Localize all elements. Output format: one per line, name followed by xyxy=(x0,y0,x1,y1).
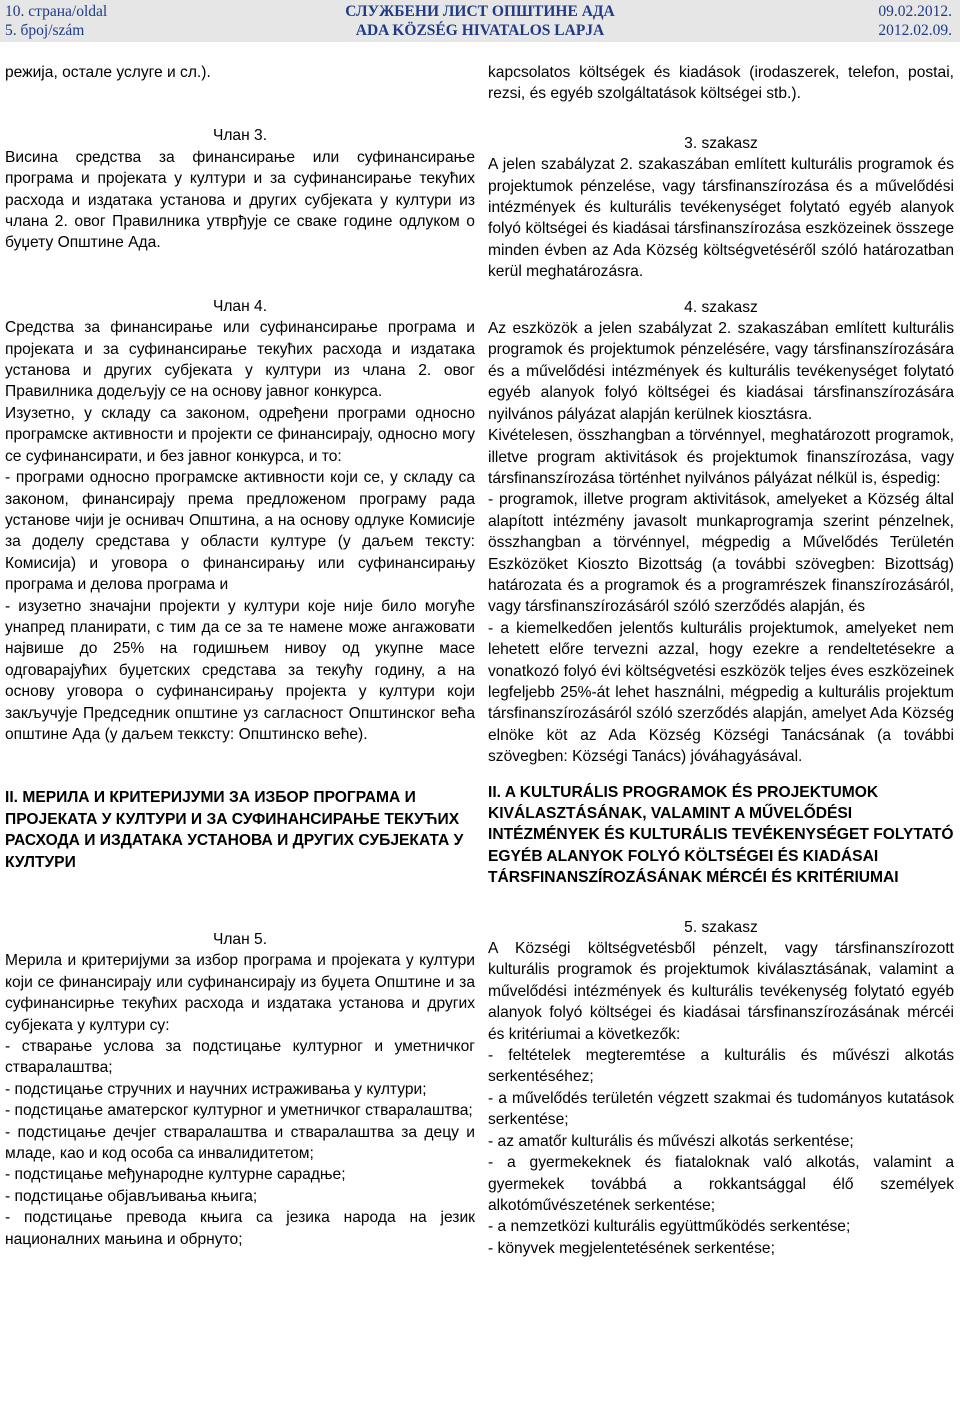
publication-title-serbian: СЛУЖБЕНИ ЛИСТ ОПШТИНЕ АДА xyxy=(345,3,615,20)
criteria-item: - az amatőr kulturális és művészi alkotás serkentése; xyxy=(488,1132,854,1150)
section-3-text: A jelen szabályzat 2. szakaszában említett kulturális programok és projektumok pénzelése, vagy társfinanszírozása és a művelődési intézmények és kulturális tevékenységet folytató egyéb alanyok folyó költségei és kiadásai társfinanszírozása eszközeinek összege minden évben az Ada Község költségvetéséről szóló határozatban kerül meghatározásra. xyxy=(488,156,954,281)
publication-title-block xyxy=(0,2,960,40)
section-3-heading: 3. szakasz xyxy=(684,134,758,152)
criteria-item: - a gyermekeknek és fiataloknak való alkotás, valamint a gyermekek továbbá a rokkantsággal élő személyek alkotóművészetének serkentése; xyxy=(488,1154,954,1214)
criteria-item: - подстицање дечјег стваралаштва и стваралаштва за децу и младе, као и код особа са инвалидитетом; xyxy=(5,1123,475,1163)
criteria-item: - подстицање објављивања књига; xyxy=(5,1187,258,1205)
criteria-item: - a nemzetközi kulturális együttműködés serkentése; xyxy=(488,1218,851,1236)
article-5-intro: Мерила и критеријуми за избор програма и пројеката у култури који се финансирају или суфинансирају из буџета Општине и за суфинансирње текућих расхода и издатака установа и других субјеката у култури су: xyxy=(5,952,475,1034)
criteria-item: - подстицање стручних и научних истраживања у култури; xyxy=(5,1080,427,1098)
document-body xyxy=(0,42,960,1407)
section-5-intro: A Községi költségvetésből pénzelt, vagy társfinanszírozott kulturális programok és projektumok kiválasztásának, valamint a művelődési intézmények és kulturális tevékenység folytató egyéb alanyok folyó költségei és kiadásai társfinanszírozásának mércéi és kritériumai a következők: xyxy=(488,940,954,1043)
section-4-paragraph: - programok, illetve program aktivitások, amelyeket a Község által alapított intézmény javasolt munkaprogramja szerint pénzelnek, összhangban a törvénnyel, mégpedig a Művelődés Területén Eszközöket Kioszto Bizottság (a további szövegben: Bizottság) határozata és a programok és a programrészek finanszírozásáról, vagy társfinanszírozásáról szóló szerződés alapján, és xyxy=(488,491,954,616)
article-5-heading: Члан 5. xyxy=(212,931,268,948)
date-hungarian: 2012.02.09. xyxy=(878,22,952,39)
criteria-item: - a művelődés területén végzett szakmai és tudományos kutatások serkentése; xyxy=(488,1089,954,1129)
publication-title-hungarian: ADA KÖZSÉG HIVATALOS LAPJA xyxy=(355,22,605,39)
date-block xyxy=(878,2,952,40)
issue-number: 5. број/szám xyxy=(5,22,85,39)
section-4-paragraph: Az eszközök a jelen szabályzat 2. szakaszában említett kulturális programok és projektumok pénzelésére, vagy társfinanszírozására és a művelődési intézmények és kulturális tevékenységet folytató egyéb alanyok folyó költségei és kiadásai társfinanszírozására nyilvános pályázat alapján kerülnek kiosztásra. xyxy=(488,320,954,423)
article-4-paragraph: - изузетно значајни пројекти у култури које није било могуће унапред планирати, с тим да се за те намене може ангажовати највише до 25% на годишњем нивоу од укупне масе одговарајућих буџетских средстава за текућу годину, а на основу уговора о суфинансирању пројекта у култури који закључује Председник општине уз сагласност Општинског већа општине Ада (у даљем текксту: Општинско веће). xyxy=(5,597,475,743)
article-4-paragraph: - програми односно програмске активности који се, у складу са законом, финансирају према предложеном програму рада установе чији је оснивач Општина, а на основу одлуке Комисије за доделу средстава у области културе (у даљем тексту: Комисија) и уговора о финансирању или суфинансирању програма и делова програма и xyxy=(5,469,475,594)
continued-paragraph: режија, остале услуге и сл.). xyxy=(5,64,211,81)
serbian-column xyxy=(5,62,475,1250)
page-header xyxy=(0,0,960,42)
criteria-item: - подстицање међународне културне сарадње; xyxy=(5,1166,346,1184)
page-number: 10. страна/oldal xyxy=(5,3,108,20)
date-serbian: 09.02.2012. xyxy=(878,3,952,20)
article-4-heading: Члан 4. xyxy=(212,297,268,315)
criteria-item: - подстицање превода књига са језика народа на језик националних мањина и обрнуто; xyxy=(5,1209,475,1248)
section-4-heading: 4. szakasz xyxy=(684,298,758,316)
article-4-paragraph: Средства за финансирање или суфинансирање програма и пројеката и за суфинансирање текућих расхода и издатака установа и других субјеката у култури из члана 2. овог Правилника додељују се на основу јавног конкурса. xyxy=(5,319,475,401)
section-5-heading: 5. szakasz xyxy=(684,918,758,936)
criteria-item: - стварање услова за подстицање културног и уметничког стваралаштва; xyxy=(5,1038,475,1077)
article-4-paragraph: Изузетно, у складу са законом, одређени програми односно програмске активности и пројекти се финансирају, односно могу се суфинансирати, и без јавног конкурса, и то: xyxy=(5,404,475,465)
article-3-text: Висина средства за финансирање или суфинансирање програма и пројеката у култури и за суфинансирање текућих расхода и издатака установа и других субјеката у култури из члана 2. овог Правилника утврђује се сваке године одлуком о буџету Општине Ада. xyxy=(5,148,475,252)
section-4-paragraph: Kivételesen, összhangban a törvénnyel, meghatározott programok, illetve program aktivitások és projektumok finanszírozása, vagy társfinanszírozása történhet nyilvános pályázat nélkül is, éspedig: xyxy=(488,427,954,487)
criteria-item: - könyvek megjelentetésének serkentése; xyxy=(488,1239,775,1257)
section-2-heading: II. МЕРИЛА И КРИТЕРИЈУМИ ЗА ИЗБОР ПРОГРАМА И ПРОЈЕКАТА У КУЛТУРИ И ЗА СУФИНАНСИРАЊЕ ТЕКУЋИХ РАСХОДА И ИЗДАТАКА УСТАНОВА И ДРУГИХ СУБЈЕКАТА У КУЛТУРИ xyxy=(5,789,464,871)
criteria-item: - feltételek megteremtése a kulturális és művészi alkotás serkentéséhez; xyxy=(488,1047,954,1086)
continued-paragraph: kapcsolatos költségek és kiadások (irodaszerek, telefon, postai, rezsi, és egyéb szolgáltatások költségei stb.). xyxy=(488,64,954,103)
hungarian-column xyxy=(488,62,954,1259)
article-3-heading: Члан 3. xyxy=(212,127,268,145)
section-4-paragraph: - a kiemelkedően jelentős kulturális projektumok, amelyeket nem lehetett előre tervezni azzal, hogy ezekre a rendeltetésekre a vonatkozó folyó évi költségvetési eszközök teljes éves eszközeinek legfeljebb 25%-át lehet használni, mégpedig a kulturális projektum társfinanszírozásáról szóló szerződés alapján, amelyet Ada Község elnöke köt az Ada Község Községi Tanácsának (a további szövegben: Községi Tanács) jóváhagyásával. xyxy=(488,619,954,766)
criteria-item: - подстицање аматерског културног и уметничког стваралаштва; xyxy=(5,1102,473,1120)
section-2-heading: II. A KULTURÁLIS PROGRAMOK ÉS PROJEKTUMOK KIVÁLASZTÁSÁNAK, VALAMINT A MŰVELŐDÉSI INTÉZMÉNYEK ÉS KULTURÁLIS TEVÉKENYSÉGET FOLYTATÓ EGYÉB ALANYOK FOLYÓ KÖLTSÉGEI ÉS KIADÁSAI TÁRSFINANSZÍROZÁSÁNAK MÉRCÉI ÉS KRITÉRIUMAI xyxy=(488,783,954,887)
